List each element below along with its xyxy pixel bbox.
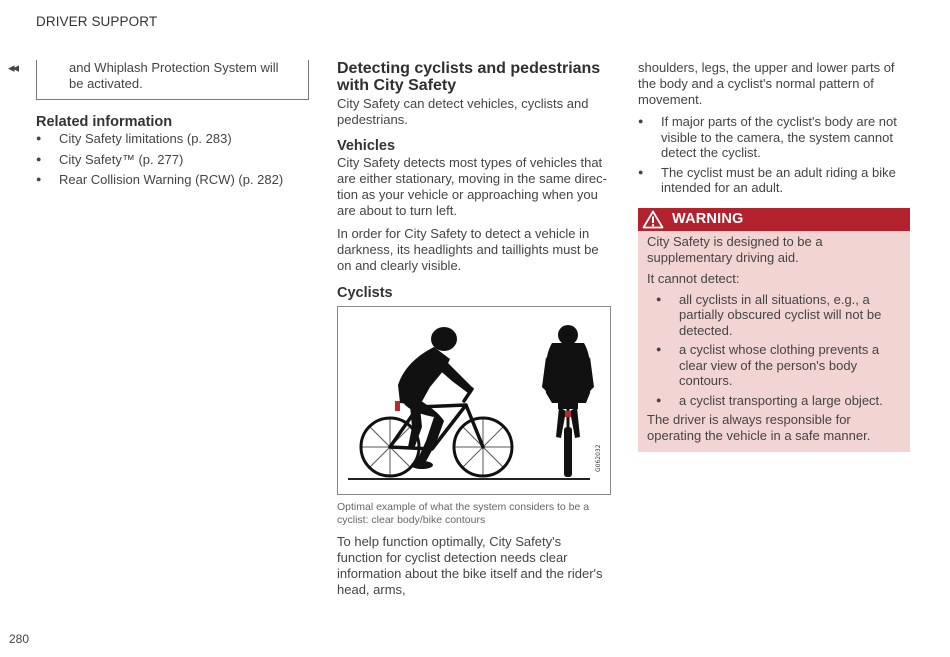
double-left-chevron-icon[interactable]: ◂◂ [8,60,18,75]
cyclist-requirements-list [638,114,910,196]
warning-paragraph-2: It cannot detect: [647,270,740,286]
right-column [638,60,910,452]
warning-header [638,208,910,231]
cyclists-paragraph-continuation: shoulders, legs, the upper and lower parts of the body and a cyclist's normal pattern of movement. [638,60,895,107]
list-item: ● a cyclist transporting a large object. [656,393,902,409]
warning-box [638,208,910,453]
list-item: ● If major parts of the cyclist's body are not visible to the camera, the system cannot detect the cyclist. [638,114,910,161]
cyclist-silhouettes-image [338,307,610,494]
figure-code: G062032 [595,444,602,472]
note-box [36,60,309,100]
note-text: and Whiplash Protection System will be activated. [69,60,279,91]
left-column [36,60,309,193]
list-item: ● a cyclist whose clothing prevents a clear view of the person's body contours. [656,342,902,389]
figure-caption: Optimal example of what the system considers to be a cyclist: clear body/bike contours [337,501,590,526]
warning-title: WARNING [672,211,744,227]
related-links-list [36,131,309,188]
related-link-rear-collision-warning[interactable]: ● Rear Collision Warning (RCW) (p. 282) [36,172,309,188]
vehicles-paragraph-1: City Safety detects most types of vehicles that are either stationary, moving in the same direc-tion as your vehicle or approaching when you are about to turn left. [337,155,607,218]
related-information-heading: Related information [36,114,173,130]
page-title: Detecting cyclists and pedestrians with City Safety [337,60,601,94]
vehicles-paragraph-2: In order for City Safety to detect a vehicle in darkness, its headlights and taillights must be on and clearly visible. [337,226,599,273]
section-header: DRIVER SUPPORT [36,14,158,29]
warning-paragraph-1: City Safety is designed to be a supplementary driving aid. [647,233,823,265]
related-link-city-safety-limitations[interactable]: ● City Safety limitations (p. 283) [36,131,309,147]
vehicles-heading: Vehicles [337,138,396,154]
warning-triangle-icon [642,210,664,229]
warning-paragraph-3: The driver is always responsible for operating the vehicle in a safe manner. [647,412,871,443]
intro-paragraph: City Safety can detect vehicles, cyclists and pedestrians. [337,96,589,127]
middle-column [337,60,610,598]
warning-body [638,231,910,445]
cyclists-heading: Cyclists [337,285,393,301]
cyclists-paragraph-1: To help function optimally, City Safety's function for cyclist detection needs clear information about the bike itself and the rider's head, arms, [337,534,603,597]
list-item: ● The cyclist must be an adult riding a bike intended for an adult. [638,165,910,196]
list-item: ● all cyclists in all situations, e.g., a partially obscured cyclist will not be detected. [656,292,902,339]
page-number: 280 [9,632,30,646]
cyclist-illustration [337,306,611,495]
warning-list [656,292,902,409]
related-link-city-safety[interactable]: ● City Safety™ (p. 277) [36,152,309,168]
